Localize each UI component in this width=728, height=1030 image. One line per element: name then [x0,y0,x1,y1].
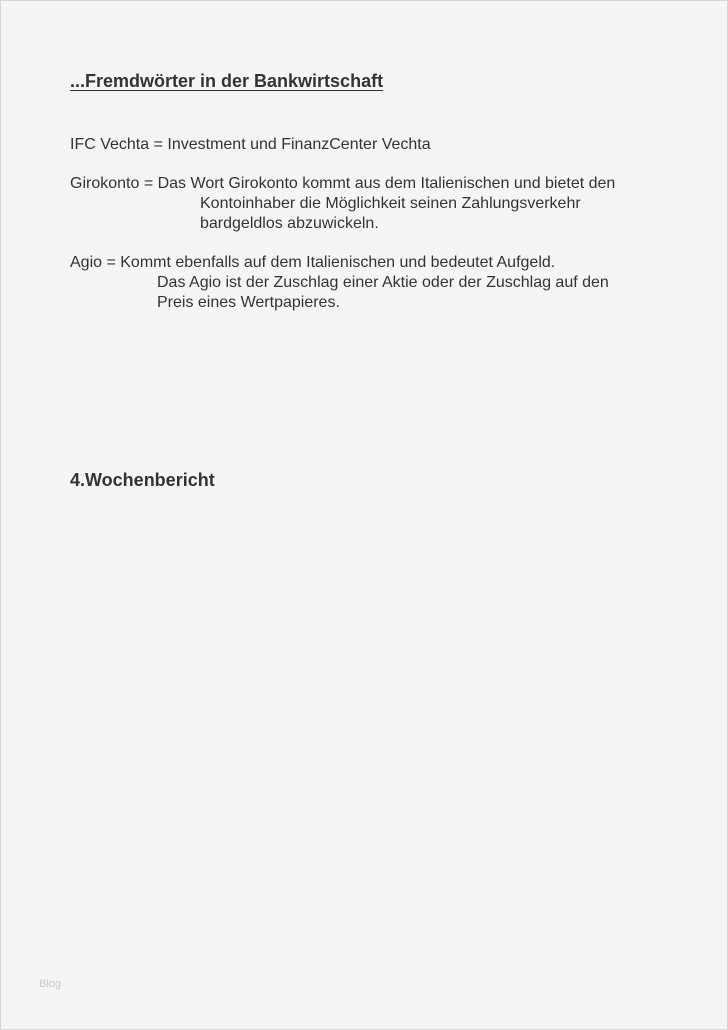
definition-agio-line3: Preis eines Wertpapieres. [157,294,340,311]
section-heading-wochenbericht: 4.Wochenbericht [70,470,215,490]
footer-watermark: Blog [39,978,62,990]
definition-agio-line1: Agio = Kommt ebenfalls auf dem Italienischen und bedeutet Aufgeld. [70,254,556,271]
section-heading-fremdwoerter: ...Fremdwörter in der Bankwirtschaft [70,71,384,91]
definition-girokonto-line3: bardgeldlos abzuwickeln. [200,215,379,232]
definition-girokonto-line1: Girokonto = Das Wort Girokonto kommt aus dem Italienischen und bietet den [70,175,616,192]
definition-agio-line2: Das Agio ist der Zuschlag einer Aktie oder der Zuschlag auf den [157,274,609,291]
definition-ifc-line1: IFC Vechta = Investment und FinanzCenter Vechta [70,136,431,153]
definition-girokonto-line2: Kontoinhaber die Möglichkeit seinen Zahlungsverkehr [200,195,581,212]
